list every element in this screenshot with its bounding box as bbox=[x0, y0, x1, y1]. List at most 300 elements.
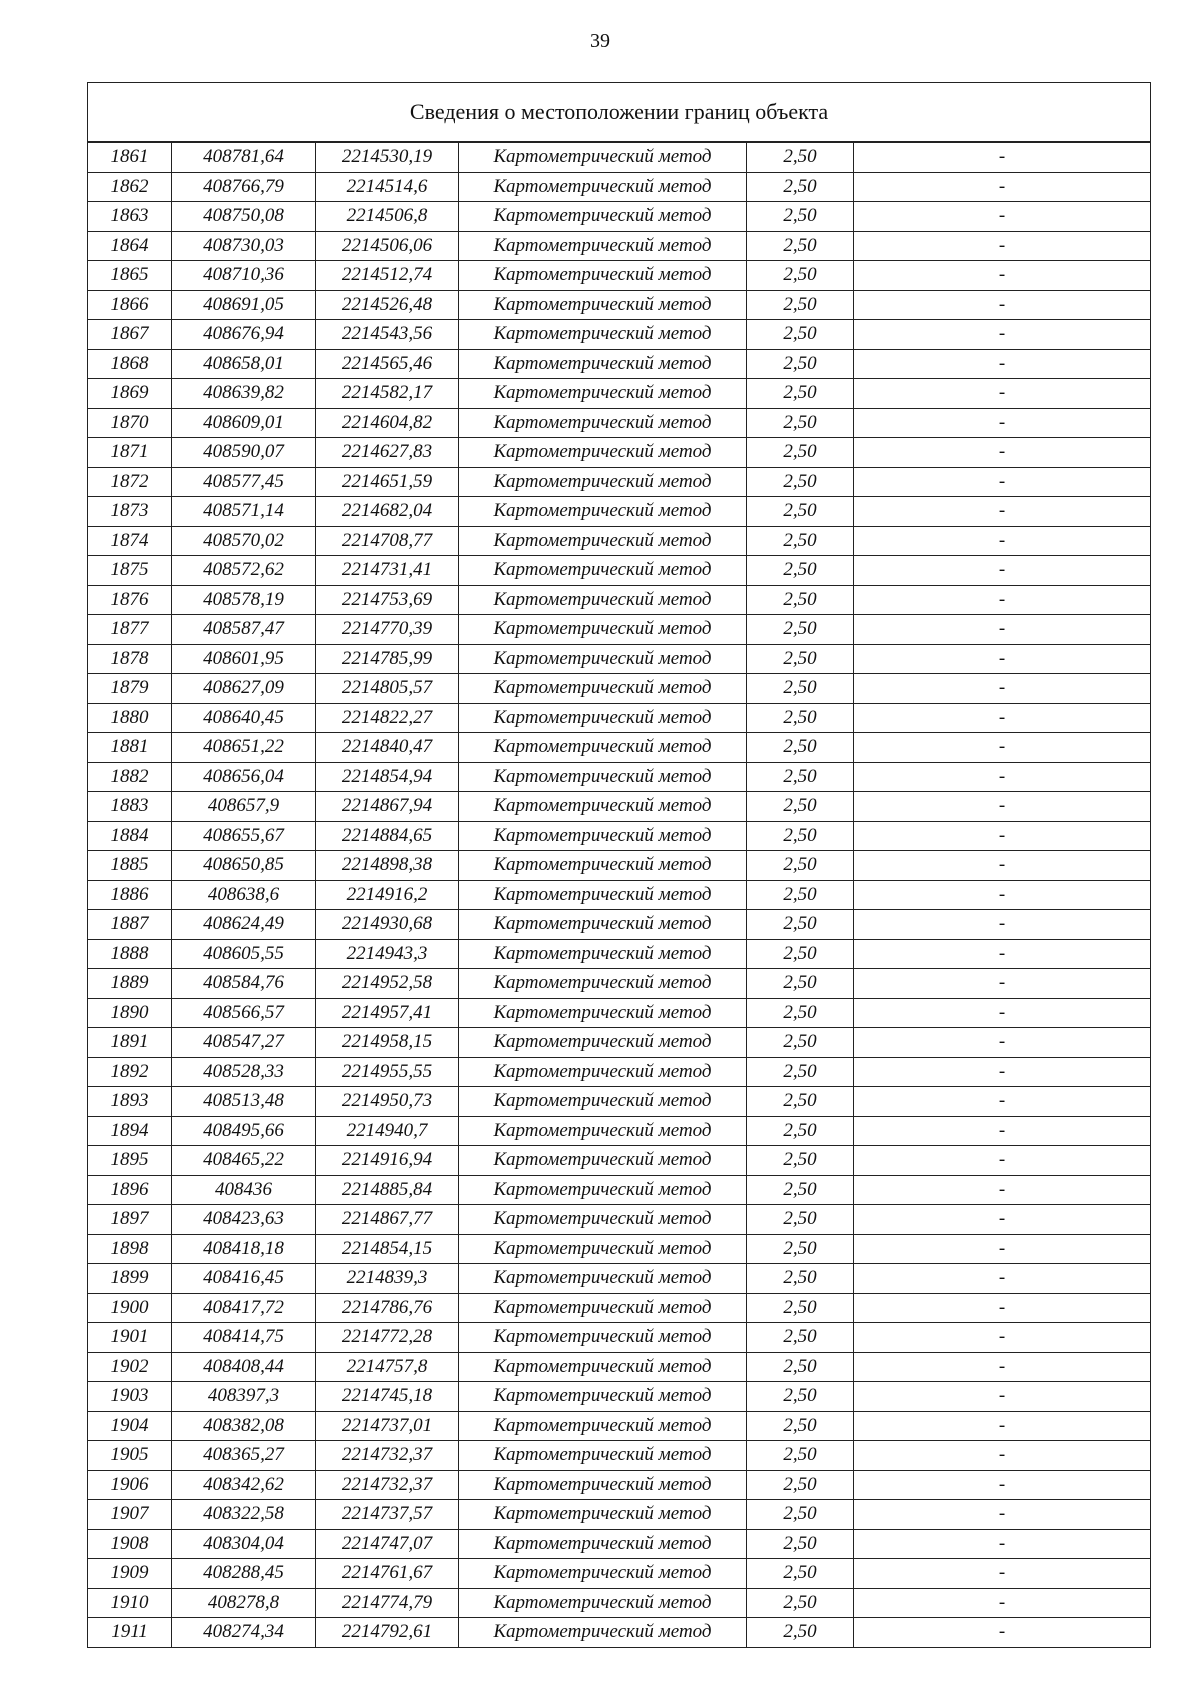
table-row bbox=[88, 172, 1151, 202]
description-cell: - bbox=[854, 1264, 1151, 1294]
x-coordinate-cell: 408601,95 bbox=[172, 644, 316, 674]
y-coordinate-cell: 2214745,18 bbox=[316, 1382, 459, 1412]
x-coordinate-cell: 408274,34 bbox=[172, 1618, 316, 1648]
method-cell: Картометрический метод bbox=[459, 1175, 747, 1205]
table-row bbox=[88, 1116, 1151, 1146]
description-cell: - bbox=[854, 290, 1151, 320]
method-cell: Картометрический метод bbox=[459, 290, 747, 320]
point-number-cell: 1876 bbox=[88, 585, 172, 615]
point-number-cell: 1872 bbox=[88, 467, 172, 497]
y-coordinate-cell: 2214916,94 bbox=[316, 1146, 459, 1176]
x-coordinate-cell: 408676,94 bbox=[172, 320, 316, 350]
y-coordinate-cell: 2214785,99 bbox=[316, 644, 459, 674]
description-cell: - bbox=[854, 939, 1151, 969]
table-row bbox=[88, 585, 1151, 615]
method-cell: Картометрический метод bbox=[459, 1529, 747, 1559]
accuracy-cell: 2,50 bbox=[747, 1411, 854, 1441]
point-number-cell: 1863 bbox=[88, 202, 172, 232]
table-row bbox=[88, 1382, 1151, 1412]
table-row bbox=[88, 1028, 1151, 1058]
description-cell: - bbox=[854, 910, 1151, 940]
method-cell: Картометрический метод bbox=[459, 969, 747, 999]
description-cell: - bbox=[854, 585, 1151, 615]
table-row bbox=[88, 1205, 1151, 1235]
table-row bbox=[88, 202, 1151, 232]
table-row bbox=[88, 142, 1151, 172]
description-cell: - bbox=[854, 1087, 1151, 1117]
x-coordinate-cell: 408342,62 bbox=[172, 1470, 316, 1500]
x-coordinate-cell: 408590,07 bbox=[172, 438, 316, 468]
method-cell: Картометрический метод bbox=[459, 1500, 747, 1530]
table-row bbox=[88, 1352, 1151, 1382]
description-cell: - bbox=[854, 1028, 1151, 1058]
method-cell: Картометрический метод bbox=[459, 880, 747, 910]
description-cell: - bbox=[854, 1116, 1151, 1146]
method-cell: Картометрический метод bbox=[459, 349, 747, 379]
point-number-cell: 1879 bbox=[88, 674, 172, 704]
y-coordinate-cell: 2214957,41 bbox=[316, 998, 459, 1028]
y-coordinate-cell: 2214774,79 bbox=[316, 1588, 459, 1618]
x-coordinate-cell: 408766,79 bbox=[172, 172, 316, 202]
accuracy-cell: 2,50 bbox=[747, 1116, 854, 1146]
x-coordinate-cell: 408750,08 bbox=[172, 202, 316, 232]
y-coordinate-cell: 2214757,8 bbox=[316, 1352, 459, 1382]
method-cell: Картометрический метод bbox=[459, 792, 747, 822]
table-row bbox=[88, 1175, 1151, 1205]
accuracy-cell: 2,50 bbox=[747, 290, 854, 320]
point-number-cell: 1878 bbox=[88, 644, 172, 674]
x-coordinate-cell: 408436 bbox=[172, 1175, 316, 1205]
y-coordinate-cell: 2214512,74 bbox=[316, 261, 459, 291]
accuracy-cell: 2,50 bbox=[747, 231, 854, 261]
table-row bbox=[88, 851, 1151, 881]
y-coordinate-cell: 2214565,46 bbox=[316, 349, 459, 379]
table-row bbox=[88, 880, 1151, 910]
table-row bbox=[88, 349, 1151, 379]
table-row bbox=[88, 910, 1151, 940]
description-cell: - bbox=[854, 202, 1151, 232]
method-cell: Картометрический метод bbox=[459, 585, 747, 615]
table-row bbox=[88, 1559, 1151, 1589]
description-cell: - bbox=[854, 1588, 1151, 1618]
accuracy-cell: 2,50 bbox=[747, 1293, 854, 1323]
accuracy-cell: 2,50 bbox=[747, 615, 854, 645]
x-coordinate-cell: 408382,08 bbox=[172, 1411, 316, 1441]
method-cell: Картометрический метод bbox=[459, 615, 747, 645]
description-cell: - bbox=[854, 1323, 1151, 1353]
y-coordinate-cell: 2214952,58 bbox=[316, 969, 459, 999]
description-cell: - bbox=[854, 762, 1151, 792]
y-coordinate-cell: 2214792,61 bbox=[316, 1618, 459, 1648]
y-coordinate-cell: 2214840,47 bbox=[316, 733, 459, 763]
method-cell: Картометрический метод bbox=[459, 1382, 747, 1412]
method-cell: Картометрический метод bbox=[459, 821, 747, 851]
point-number-cell: 1871 bbox=[88, 438, 172, 468]
point-number-cell: 1897 bbox=[88, 1205, 172, 1235]
description-cell: - bbox=[854, 1559, 1151, 1589]
table-row bbox=[88, 556, 1151, 586]
method-cell: Картометрический метод bbox=[459, 142, 747, 172]
y-coordinate-cell: 2214940,7 bbox=[316, 1116, 459, 1146]
point-number-cell: 1904 bbox=[88, 1411, 172, 1441]
x-coordinate-cell: 408513,48 bbox=[172, 1087, 316, 1117]
x-coordinate-cell: 408570,02 bbox=[172, 526, 316, 556]
method-cell: Картометрический метод bbox=[459, 703, 747, 733]
description-cell: - bbox=[854, 379, 1151, 409]
y-coordinate-cell: 2214582,17 bbox=[316, 379, 459, 409]
table-row bbox=[88, 939, 1151, 969]
accuracy-cell: 2,50 bbox=[747, 1618, 854, 1648]
table-row bbox=[88, 261, 1151, 291]
table-row bbox=[88, 1087, 1151, 1117]
x-coordinate-cell: 408781,64 bbox=[172, 142, 316, 172]
method-cell: Картометрический метод bbox=[459, 202, 747, 232]
x-coordinate-cell: 408304,04 bbox=[172, 1529, 316, 1559]
x-coordinate-cell: 408577,45 bbox=[172, 467, 316, 497]
point-number-cell: 1865 bbox=[88, 261, 172, 291]
method-cell: Картометрический метод bbox=[459, 1323, 747, 1353]
point-number-cell: 1898 bbox=[88, 1234, 172, 1264]
point-number-cell: 1867 bbox=[88, 320, 172, 350]
x-coordinate-cell: 408657,9 bbox=[172, 792, 316, 822]
description-cell: - bbox=[854, 1500, 1151, 1530]
description-cell: - bbox=[854, 821, 1151, 851]
description-cell: - bbox=[854, 320, 1151, 350]
description-cell: - bbox=[854, 438, 1151, 468]
method-cell: Картометрический метод bbox=[459, 1234, 747, 1264]
y-coordinate-cell: 2214916,2 bbox=[316, 880, 459, 910]
y-coordinate-cell: 2214885,84 bbox=[316, 1175, 459, 1205]
description-cell: - bbox=[854, 142, 1151, 172]
description-cell: - bbox=[854, 998, 1151, 1028]
y-coordinate-cell: 2214747,07 bbox=[316, 1529, 459, 1559]
point-number-cell: 1862 bbox=[88, 172, 172, 202]
table-row bbox=[88, 1470, 1151, 1500]
accuracy-cell: 2,50 bbox=[747, 1087, 854, 1117]
x-coordinate-cell: 408418,18 bbox=[172, 1234, 316, 1264]
table-row bbox=[88, 379, 1151, 409]
point-number-cell: 1881 bbox=[88, 733, 172, 763]
y-coordinate-cell: 2214772,28 bbox=[316, 1323, 459, 1353]
accuracy-cell: 2,50 bbox=[747, 792, 854, 822]
description-cell: - bbox=[854, 1529, 1151, 1559]
x-coordinate-cell: 408730,03 bbox=[172, 231, 316, 261]
y-coordinate-cell: 2214506,8 bbox=[316, 202, 459, 232]
description-cell: - bbox=[854, 497, 1151, 527]
accuracy-cell: 2,50 bbox=[747, 998, 854, 1028]
point-number-cell: 1884 bbox=[88, 821, 172, 851]
accuracy-cell: 2,50 bbox=[747, 733, 854, 763]
table-row bbox=[88, 792, 1151, 822]
point-number-cell: 1908 bbox=[88, 1529, 172, 1559]
y-coordinate-cell: 2214604,82 bbox=[316, 408, 459, 438]
point-number-cell: 1868 bbox=[88, 349, 172, 379]
table-row bbox=[88, 1057, 1151, 1087]
table-row bbox=[88, 615, 1151, 645]
point-number-cell: 1894 bbox=[88, 1116, 172, 1146]
x-coordinate-cell: 408423,63 bbox=[172, 1205, 316, 1235]
accuracy-cell: 2,50 bbox=[747, 261, 854, 291]
y-coordinate-cell: 2214786,76 bbox=[316, 1293, 459, 1323]
y-coordinate-cell: 2214526,48 bbox=[316, 290, 459, 320]
accuracy-cell: 2,50 bbox=[747, 1529, 854, 1559]
x-coordinate-cell: 408655,67 bbox=[172, 821, 316, 851]
y-coordinate-cell: 2214958,15 bbox=[316, 1028, 459, 1058]
x-coordinate-cell: 408609,01 bbox=[172, 408, 316, 438]
method-cell: Картометрический метод bbox=[459, 1087, 747, 1117]
method-cell: Картометрический метод bbox=[459, 1352, 747, 1382]
x-coordinate-cell: 408638,6 bbox=[172, 880, 316, 910]
description-cell: - bbox=[854, 1441, 1151, 1471]
accuracy-cell: 2,50 bbox=[747, 379, 854, 409]
y-coordinate-cell: 2214651,59 bbox=[316, 467, 459, 497]
x-coordinate-cell: 408605,55 bbox=[172, 939, 316, 969]
y-coordinate-cell: 2214682,04 bbox=[316, 497, 459, 527]
x-coordinate-cell: 408408,44 bbox=[172, 1352, 316, 1382]
description-cell: - bbox=[854, 1618, 1151, 1648]
x-coordinate-cell: 408584,76 bbox=[172, 969, 316, 999]
method-cell: Картометрический метод bbox=[459, 1264, 747, 1294]
accuracy-cell: 2,50 bbox=[747, 1234, 854, 1264]
table-row bbox=[88, 674, 1151, 704]
table-row bbox=[88, 733, 1151, 763]
description-cell: - bbox=[854, 556, 1151, 586]
method-cell: Картометрический метод bbox=[459, 1470, 747, 1500]
accuracy-cell: 2,50 bbox=[747, 969, 854, 999]
description-cell: - bbox=[854, 733, 1151, 763]
method-cell: Картометрический метод bbox=[459, 1588, 747, 1618]
y-coordinate-cell: 2214822,27 bbox=[316, 703, 459, 733]
accuracy-cell: 2,50 bbox=[747, 438, 854, 468]
y-coordinate-cell: 2214898,38 bbox=[316, 851, 459, 881]
description-cell: - bbox=[854, 467, 1151, 497]
point-number-cell: 1870 bbox=[88, 408, 172, 438]
description-cell: - bbox=[854, 703, 1151, 733]
table-title: Сведения о местоположении границ объекта bbox=[88, 83, 1151, 143]
accuracy-cell: 2,50 bbox=[747, 1175, 854, 1205]
method-cell: Картометрический метод bbox=[459, 172, 747, 202]
method-cell: Картометрический метод bbox=[459, 526, 747, 556]
point-number-cell: 1873 bbox=[88, 497, 172, 527]
table-body bbox=[88, 142, 1151, 1647]
table-row bbox=[88, 998, 1151, 1028]
accuracy-cell: 2,50 bbox=[747, 703, 854, 733]
point-number-cell: 1875 bbox=[88, 556, 172, 586]
y-coordinate-cell: 2214930,68 bbox=[316, 910, 459, 940]
x-coordinate-cell: 408288,45 bbox=[172, 1559, 316, 1589]
accuracy-cell: 2,50 bbox=[747, 172, 854, 202]
x-coordinate-cell: 408572,62 bbox=[172, 556, 316, 586]
method-cell: Картометрический метод bbox=[459, 1411, 747, 1441]
description-cell: - bbox=[854, 1146, 1151, 1176]
table-row bbox=[88, 1529, 1151, 1559]
accuracy-cell: 2,50 bbox=[747, 1352, 854, 1382]
y-coordinate-cell: 2214867,94 bbox=[316, 792, 459, 822]
description-cell: - bbox=[854, 792, 1151, 822]
description-cell: - bbox=[854, 851, 1151, 881]
point-number-cell: 1889 bbox=[88, 969, 172, 999]
boundary-coordinates-table bbox=[87, 82, 1151, 1648]
point-number-cell: 1911 bbox=[88, 1618, 172, 1648]
table-row bbox=[88, 821, 1151, 851]
accuracy-cell: 2,50 bbox=[747, 1264, 854, 1294]
y-coordinate-cell: 2214627,83 bbox=[316, 438, 459, 468]
description-cell: - bbox=[854, 1382, 1151, 1412]
description-cell: - bbox=[854, 1234, 1151, 1264]
y-coordinate-cell: 2214955,55 bbox=[316, 1057, 459, 1087]
accuracy-cell: 2,50 bbox=[747, 1205, 854, 1235]
table-row bbox=[88, 231, 1151, 261]
method-cell: Картометрический метод bbox=[459, 1559, 747, 1589]
method-cell: Картометрический метод bbox=[459, 408, 747, 438]
description-cell: - bbox=[854, 1470, 1151, 1500]
point-number-cell: 1886 bbox=[88, 880, 172, 910]
method-cell: Картометрический метод bbox=[459, 644, 747, 674]
accuracy-cell: 2,50 bbox=[747, 1441, 854, 1471]
x-coordinate-cell: 408322,58 bbox=[172, 1500, 316, 1530]
method-cell: Картометрический метод bbox=[459, 674, 747, 704]
point-number-cell: 1900 bbox=[88, 1293, 172, 1323]
point-number-cell: 1888 bbox=[88, 939, 172, 969]
table-title-row bbox=[88, 83, 1151, 143]
point-number-cell: 1890 bbox=[88, 998, 172, 1028]
table-row bbox=[88, 1588, 1151, 1618]
accuracy-cell: 2,50 bbox=[747, 320, 854, 350]
accuracy-cell: 2,50 bbox=[747, 1146, 854, 1176]
method-cell: Картометрический метод bbox=[459, 762, 747, 792]
method-cell: Картометрический метод bbox=[459, 851, 747, 881]
method-cell: Картометрический метод bbox=[459, 261, 747, 291]
y-coordinate-cell: 2214708,77 bbox=[316, 526, 459, 556]
y-coordinate-cell: 2214506,06 bbox=[316, 231, 459, 261]
accuracy-cell: 2,50 bbox=[747, 1559, 854, 1589]
x-coordinate-cell: 408658,01 bbox=[172, 349, 316, 379]
table-row bbox=[88, 1323, 1151, 1353]
accuracy-cell: 2,50 bbox=[747, 585, 854, 615]
point-number-cell: 1877 bbox=[88, 615, 172, 645]
method-cell: Картометрический метод bbox=[459, 1116, 747, 1146]
point-number-cell: 1899 bbox=[88, 1264, 172, 1294]
point-number-cell: 1907 bbox=[88, 1500, 172, 1530]
method-cell: Картометрический метод bbox=[459, 497, 747, 527]
point-number-cell: 1909 bbox=[88, 1559, 172, 1589]
y-coordinate-cell: 2214761,67 bbox=[316, 1559, 459, 1589]
method-cell: Картометрический метод bbox=[459, 1146, 747, 1176]
description-cell: - bbox=[854, 408, 1151, 438]
accuracy-cell: 2,50 bbox=[747, 526, 854, 556]
point-number-cell: 1874 bbox=[88, 526, 172, 556]
table-row bbox=[88, 408, 1151, 438]
y-coordinate-cell: 2214854,94 bbox=[316, 762, 459, 792]
method-cell: Картометрический метод bbox=[459, 1441, 747, 1471]
point-number-cell: 1864 bbox=[88, 231, 172, 261]
table-row bbox=[88, 969, 1151, 999]
method-cell: Картометрический метод bbox=[459, 1205, 747, 1235]
method-cell: Картометрический метод bbox=[459, 910, 747, 940]
point-number-cell: 1906 bbox=[88, 1470, 172, 1500]
x-coordinate-cell: 408650,85 bbox=[172, 851, 316, 881]
y-coordinate-cell: 2214884,65 bbox=[316, 821, 459, 851]
table-row bbox=[88, 497, 1151, 527]
accuracy-cell: 2,50 bbox=[747, 1323, 854, 1353]
y-coordinate-cell: 2214943,3 bbox=[316, 939, 459, 969]
point-number-cell: 1895 bbox=[88, 1146, 172, 1176]
x-coordinate-cell: 408651,22 bbox=[172, 733, 316, 763]
description-cell: - bbox=[854, 261, 1151, 291]
accuracy-cell: 2,50 bbox=[747, 202, 854, 232]
point-number-cell: 1882 bbox=[88, 762, 172, 792]
point-number-cell: 1893 bbox=[88, 1087, 172, 1117]
y-coordinate-cell: 2214543,56 bbox=[316, 320, 459, 350]
y-coordinate-cell: 2214867,77 bbox=[316, 1205, 459, 1235]
x-coordinate-cell: 408578,19 bbox=[172, 585, 316, 615]
description-cell: - bbox=[854, 644, 1151, 674]
x-coordinate-cell: 408640,45 bbox=[172, 703, 316, 733]
table-row bbox=[88, 467, 1151, 497]
accuracy-cell: 2,50 bbox=[747, 1028, 854, 1058]
x-coordinate-cell: 408639,82 bbox=[172, 379, 316, 409]
accuracy-cell: 2,50 bbox=[747, 142, 854, 172]
description-cell: - bbox=[854, 172, 1151, 202]
description-cell: - bbox=[854, 1175, 1151, 1205]
x-coordinate-cell: 408417,72 bbox=[172, 1293, 316, 1323]
accuracy-cell: 2,50 bbox=[747, 467, 854, 497]
x-coordinate-cell: 408416,45 bbox=[172, 1264, 316, 1294]
description-cell: - bbox=[854, 880, 1151, 910]
table-row bbox=[88, 1264, 1151, 1294]
method-cell: Картометрический метод bbox=[459, 939, 747, 969]
method-cell: Картометрический метод bbox=[459, 556, 747, 586]
point-number-cell: 1892 bbox=[88, 1057, 172, 1087]
table-row bbox=[88, 1618, 1151, 1648]
y-coordinate-cell: 2214950,73 bbox=[316, 1087, 459, 1117]
x-coordinate-cell: 408414,75 bbox=[172, 1323, 316, 1353]
table-row bbox=[88, 762, 1151, 792]
description-cell: - bbox=[854, 349, 1151, 379]
accuracy-cell: 2,50 bbox=[747, 910, 854, 940]
method-cell: Картометрический метод bbox=[459, 438, 747, 468]
description-cell: - bbox=[854, 1293, 1151, 1323]
point-number-cell: 1891 bbox=[88, 1028, 172, 1058]
x-coordinate-cell: 408710,36 bbox=[172, 261, 316, 291]
description-cell: - bbox=[854, 526, 1151, 556]
description-cell: - bbox=[854, 615, 1151, 645]
method-cell: Картометрический метод bbox=[459, 320, 747, 350]
method-cell: Картометрический метод bbox=[459, 998, 747, 1028]
table-row bbox=[88, 1293, 1151, 1323]
y-coordinate-cell: 2214530,19 bbox=[316, 142, 459, 172]
y-coordinate-cell: 2214731,41 bbox=[316, 556, 459, 586]
accuracy-cell: 2,50 bbox=[747, 1500, 854, 1530]
x-coordinate-cell: 408528,33 bbox=[172, 1057, 316, 1087]
point-number-cell: 1866 bbox=[88, 290, 172, 320]
description-cell: - bbox=[854, 1411, 1151, 1441]
x-coordinate-cell: 408278,8 bbox=[172, 1588, 316, 1618]
description-cell: - bbox=[854, 1205, 1151, 1235]
x-coordinate-cell: 408691,05 bbox=[172, 290, 316, 320]
x-coordinate-cell: 408495,66 bbox=[172, 1116, 316, 1146]
method-cell: Картометрический метод bbox=[459, 379, 747, 409]
point-number-cell: 1905 bbox=[88, 1441, 172, 1471]
accuracy-cell: 2,50 bbox=[747, 674, 854, 704]
description-cell: - bbox=[854, 1057, 1151, 1087]
table-row bbox=[88, 644, 1151, 674]
point-number-cell: 1869 bbox=[88, 379, 172, 409]
x-coordinate-cell: 408566,57 bbox=[172, 998, 316, 1028]
accuracy-cell: 2,50 bbox=[747, 1588, 854, 1618]
y-coordinate-cell: 2214753,69 bbox=[316, 585, 459, 615]
x-coordinate-cell: 408571,14 bbox=[172, 497, 316, 527]
